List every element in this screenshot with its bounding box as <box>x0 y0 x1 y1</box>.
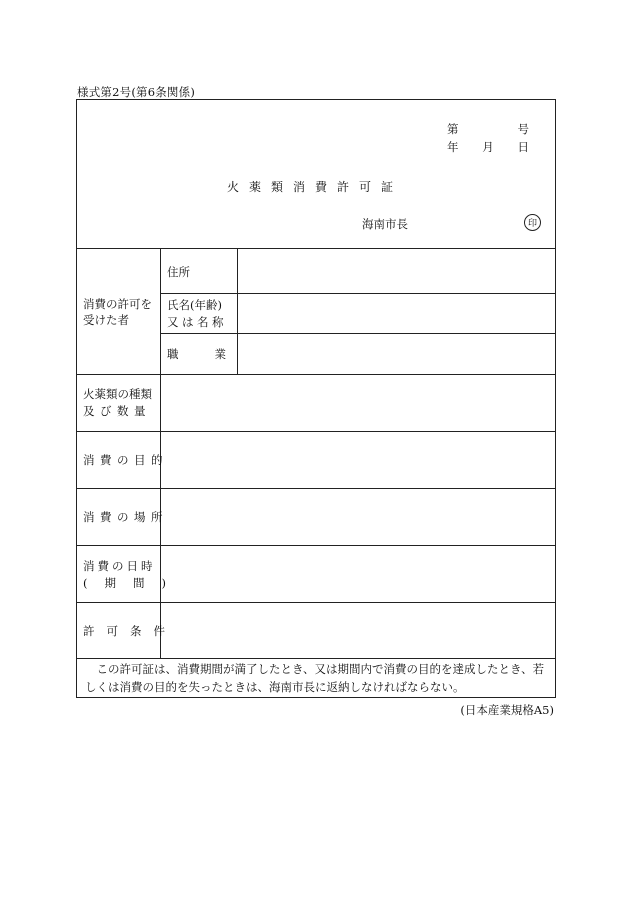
date-day: 日 <box>517 140 529 154</box>
divider <box>77 658 555 659</box>
paper-standard: (日本産業規格A5) <box>460 703 554 717</box>
form-title: 火薬類消費許可証 <box>227 180 404 194</box>
number-suffix: 号 <box>517 122 529 136</box>
divider <box>160 293 555 294</box>
number-prefix: 第 <box>447 122 459 136</box>
address-label <box>167 264 231 280</box>
or-name-label: 又は名称 <box>167 315 227 329</box>
divider <box>77 602 555 603</box>
divider <box>77 374 555 375</box>
divider <box>77 248 555 249</box>
name-age-label: 氏名(年齢) <box>167 298 222 312</box>
quantity-label: 及び数量 <box>83 404 151 418</box>
divider <box>160 333 555 334</box>
conditions-label: 許可条件 <box>83 624 177 638</box>
permit-form <box>76 99 556 698</box>
permit-number-line <box>447 121 529 137</box>
date-year: 年 <box>447 140 459 154</box>
datetime-label: 消費の日時 <box>83 559 156 573</box>
address-label-text: 住所 <box>167 265 190 279</box>
return-notice: この許可証は、消費期間が満了したとき、又は期間内で消費の目的を達成したとき、若しくは消費の目的を失ったときは、海南市長に返納しなければならない。 <box>85 662 545 694</box>
permittee-label: 消費の許可を受けた者 <box>83 297 152 327</box>
seal-mark: 印 <box>524 214 541 231</box>
period-label: (期間) <box>83 576 183 590</box>
explosive-type-label: 火薬類の種類 <box>83 387 152 401</box>
divider <box>77 431 555 432</box>
occupation-label: 職業 <box>167 347 262 361</box>
issue-date-line <box>447 139 529 155</box>
issuer-name: 海南市長 <box>362 217 408 231</box>
divider <box>77 488 555 489</box>
purpose-label: 消費の目的 <box>83 453 168 467</box>
place-label: 消費の場所 <box>83 510 168 524</box>
date-month: 月 <box>482 140 494 154</box>
form-number-label: 様式第2号(第6条関係) <box>77 85 196 99</box>
divider <box>77 545 555 546</box>
